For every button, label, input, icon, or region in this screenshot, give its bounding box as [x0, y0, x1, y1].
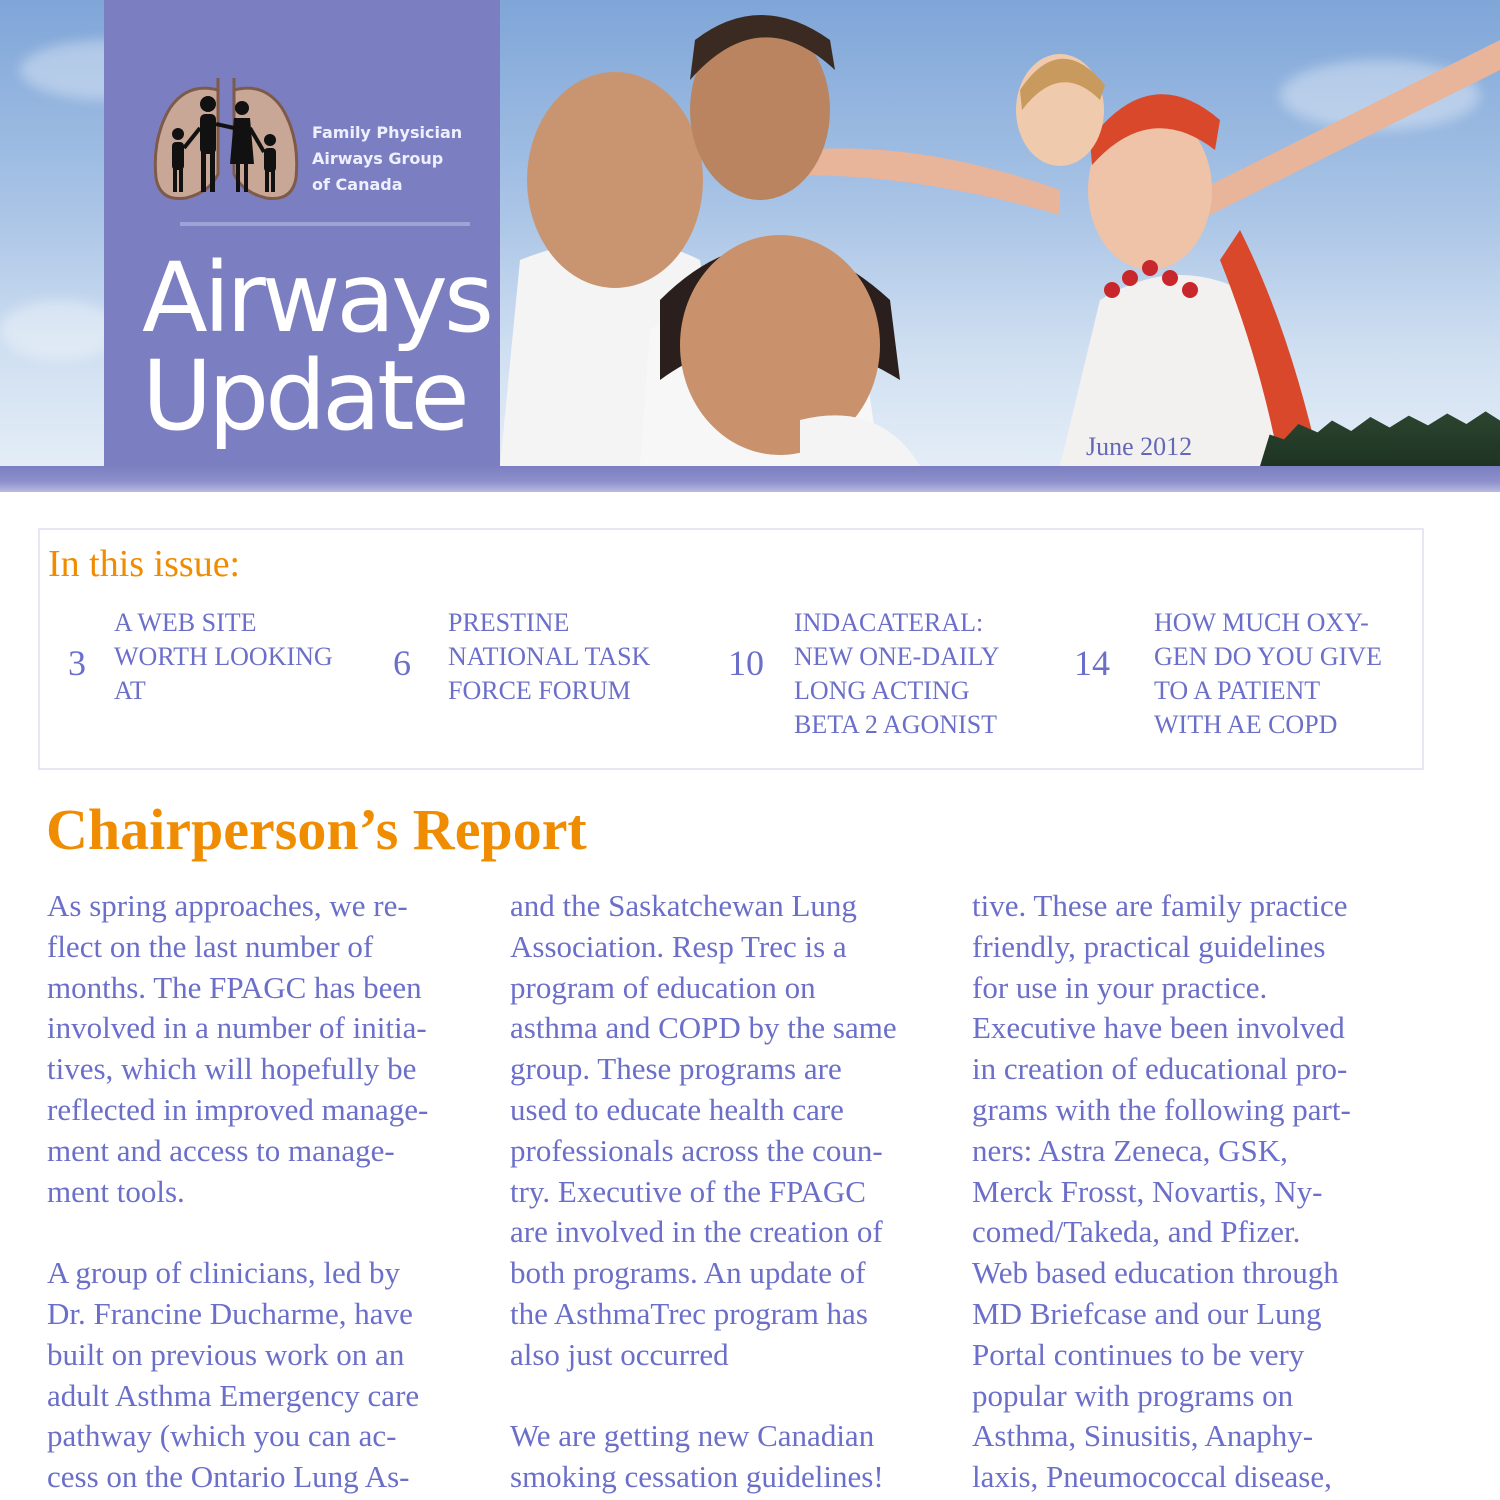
text-line: tive. These are family practice: [972, 888, 1348, 923]
text-line: the AsthmaTrec program has: [510, 1295, 868, 1331]
text-line: We are getting new Canadian: [510, 1418, 875, 1454]
text-line: adult Asthma Emergency care: [47, 1377, 420, 1413]
org-name-line: of Canada: [312, 175, 403, 194]
toc-entry-title: [114, 606, 333, 708]
org-name-line: Family Physician: [312, 123, 463, 142]
toc-line: AT: [114, 676, 146, 705]
text-line: try. Executive of the FPAGC: [510, 1173, 866, 1209]
toc-page-number: 3: [68, 643, 86, 683]
text-line: As spring approaches, we re-: [47, 888, 408, 923]
paragraph-gap: [510, 1376, 960, 1417]
article-column-3: [972, 886, 1442, 1498]
text-line: Portal continues to be very: [972, 1336, 1305, 1372]
text-line: Merck Frosst, Novartis, Ny-: [972, 1173, 1323, 1209]
newsletter-title-line-2: Update: [142, 340, 466, 452]
toc-line: BETA 2 AGONIST: [794, 710, 998, 739]
toc-entry-title: [794, 606, 1000, 742]
masthead-panel: [104, 0, 500, 466]
family-photo: [500, 0, 1500, 466]
toc-line: GEN DO YOU GIVE: [1154, 642, 1382, 671]
text-line: reflected in improved manage-: [47, 1091, 429, 1127]
text-line: ment and access to manage-: [47, 1132, 395, 1168]
text-line: professionals across the coun-: [510, 1132, 883, 1168]
article-column-2: [510, 886, 960, 1498]
toc-line: NATIONAL TASK: [448, 642, 651, 671]
toc-line: A WEB SITE: [114, 608, 257, 637]
text-line: built on previous work on an: [47, 1336, 405, 1372]
toc-entry-title: [448, 606, 650, 708]
toc-line: LONG ACTING: [794, 676, 970, 705]
toc-page-number: 6: [393, 643, 411, 683]
text-line: are involved in the creation of: [510, 1214, 883, 1250]
toc-line: WORTH LOOKING: [114, 642, 333, 671]
toc-line: PRESTINE: [448, 608, 570, 637]
table-of-contents: [38, 528, 1424, 770]
text-line: Executive have been involved: [972, 1010, 1345, 1046]
text-line: also just occurred: [510, 1336, 729, 1372]
banner-bar: [0, 466, 1500, 492]
text-line: for use in your practice.: [972, 969, 1268, 1005]
org-name-line: Airways Group: [312, 149, 444, 168]
text-line: flect on the last number of: [47, 928, 374, 964]
text-line: and the Saskatchewan Lung: [510, 888, 857, 923]
text-line: involved in a number of initia-: [47, 1010, 427, 1046]
text-line: ners: Astra Zeneca, GSK,: [972, 1132, 1288, 1168]
text-line: tives, which will hopefully be: [47, 1051, 417, 1087]
text-line: laxis, Pneumococcal disease,: [972, 1459, 1332, 1495]
article-column-1: [47, 886, 497, 1498]
sky-cloud: [0, 300, 120, 360]
toc-line: FORCE FORUM: [448, 676, 631, 705]
text-line: Web based education through: [972, 1255, 1339, 1291]
paragraph-gap: [47, 1212, 497, 1253]
issue-date: June 2012: [1086, 432, 1193, 461]
text-line: smoking cessation guidelines!: [510, 1459, 884, 1495]
text-line: in creation of educational pro-: [972, 1051, 1348, 1087]
text-line: asthma and COPD by the same: [510, 1010, 897, 1046]
toc-line: NEW ONE-DAILY: [794, 642, 1000, 671]
text-line: Dr. Francine Ducharme, have: [47, 1295, 413, 1331]
text-line: Asthma, Sinusitis, Anaphy-: [972, 1418, 1314, 1454]
text-line: A group of clinicians, led by: [47, 1255, 400, 1291]
toc-line: TO A PATIENT: [1154, 676, 1321, 705]
text-line: pathway (which you can ac-: [47, 1418, 397, 1454]
article-title: Chairperson’s Report: [46, 797, 587, 862]
org-name: [312, 120, 492, 198]
toc-page-number: 14: [1074, 643, 1110, 683]
text-line: used to educate health care: [510, 1091, 844, 1127]
toc-line: WITH AE COPD: [1154, 710, 1338, 739]
text-line: group. These programs are: [510, 1051, 842, 1087]
text-line: popular with programs on: [972, 1377, 1294, 1413]
lungs-family-icon: [148, 78, 304, 208]
newsletter-title-line-1: Airways: [142, 242, 490, 354]
text-line: program of education on: [510, 969, 816, 1005]
toc-line: INDACATERAL:: [794, 608, 984, 637]
text-line: friendly, practical guidelines: [972, 928, 1326, 964]
masthead-banner: [0, 0, 1500, 466]
text-line: Association. Resp Trec is a: [510, 928, 847, 964]
text-line: cess on the Ontario Lung As-: [47, 1459, 410, 1495]
toc-entry-title: [1154, 606, 1382, 742]
family-photo-illustration: [500, 0, 1500, 466]
text-line: both programs. An update of: [510, 1255, 866, 1291]
text-line: ment tools.: [47, 1173, 185, 1209]
toc-heading: In this issue:: [48, 543, 241, 585]
text-line: comed/Takeda, and Pfizer.: [972, 1214, 1301, 1250]
text-line: MD Briefcase and our Lung: [972, 1295, 1322, 1331]
text-line: grams with the following part-: [972, 1091, 1351, 1127]
toc-page-number: 10: [728, 643, 764, 683]
text-line: months. The FPAGC has been: [47, 969, 422, 1005]
panel-divider: [180, 222, 470, 226]
toc-line: HOW MUCH OXY-: [1154, 608, 1369, 637]
